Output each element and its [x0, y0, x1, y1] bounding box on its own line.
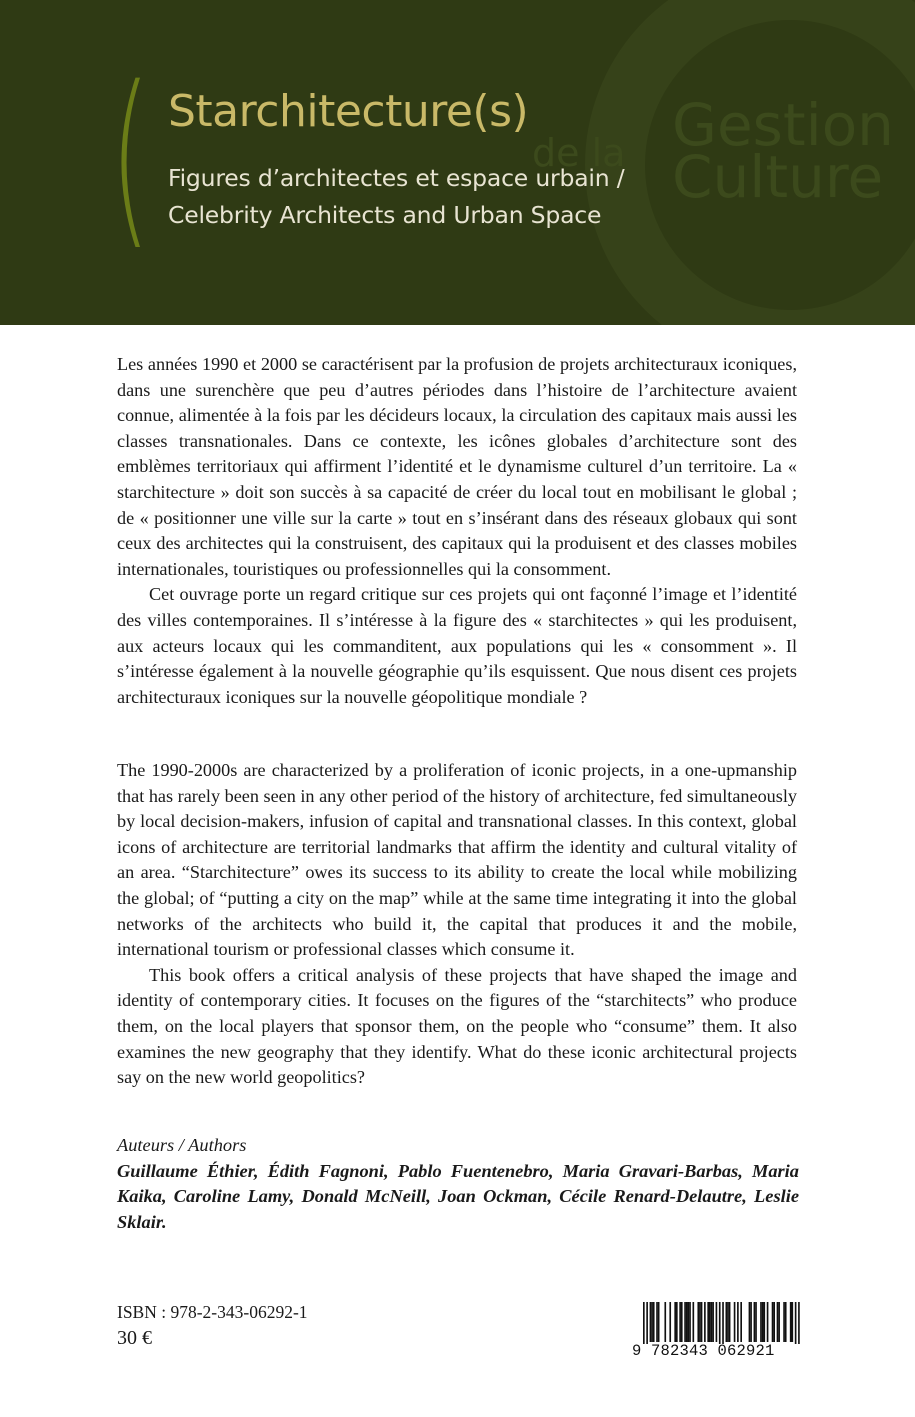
french-paragraph-1: Les années 1990 et 2000 se caractérisent par la profusion de projets architecturaux iconiques, dans une surenchère que peu d’autres périodes dans l’histoire de l’architecture avaient connue, alimentée à la fois par les décideurs locaux, la circulation des capitaux mais aussi les classes transnationales. Dans ce contexte, les icônes globales d’architecture sont des emblèmes territoriaux qui affirment l’identité et le dynamisme culturel d’un territoire. La « starchitecture » doit son succès à sa capacité de créer du local tout en mobilisant le global ; de « positionner une ville sur la carte » tout en s’insérant dans des réseaux globaux qui sont ceux des architectes qui la construisent, des capitaux qui la produisent et des classes mobiles internationales, touristiques ou professionnelles qui la consomment. — [117, 354, 797, 579]
book-title: Starchitecture(s) — [168, 86, 529, 137]
barcode-bar — [754, 1302, 756, 1342]
barcode-bars-icon — [632, 1302, 804, 1344]
authors-names: Guillaume Éthier, Édith Fagnoni, Pablo Fuentenebro, Maria Gravari-Barbas, Maria Kaika, Caroline Lamy, Donald McNeill, Joan Ockman, Cécile Renard-Delautre, Leslie Sklair. — [117, 1160, 799, 1232]
barcode-bar — [716, 1302, 718, 1342]
barcode-bar — [783, 1302, 785, 1342]
barcode-bar — [790, 1302, 792, 1342]
isbn: ISBN : 978-2-343-06292-1 — [117, 1302, 308, 1322]
barcode-bar — [792, 1302, 794, 1342]
series-logo-line2: Culture — [672, 143, 884, 211]
barcode-bar — [653, 1302, 655, 1342]
barcode-bar — [772, 1302, 774, 1342]
authors-section — [117, 1133, 799, 1235]
barcode-bar — [798, 1302, 800, 1344]
barcode-bar — [763, 1302, 765, 1342]
barcode-bar — [681, 1302, 683, 1342]
barcode-bar — [729, 1302, 731, 1342]
subtitle-line-2: Celebrity Architects and Urban Space — [168, 201, 602, 229]
barcode-bar — [704, 1302, 706, 1342]
barcode-bar — [795, 1302, 797, 1344]
barcode-bar — [646, 1302, 648, 1344]
barcode-bar — [688, 1302, 690, 1342]
barcode-bar — [712, 1302, 714, 1342]
barcode-bar — [650, 1302, 652, 1342]
barcode-bar — [684, 1302, 686, 1342]
english-paragraph-1: The 1990-2000s are characterized by a proliferation of iconic projects, in a one-upmanship that has rarely been seen in any other period of the history of architecture, fed simultaneously by local decision-makers, infusion of capital and transnational classes. In this context, global icons of architecture are territorial landmarks that affirm the identity and cultural vitality of an area. “Starchitecture” owes its success to its ability to create the local while mobilizing the global; of “putting a city on the map” while at the same time integrating it into the global networks of the architects who build it, the capital that produces it and the mobile, international tourism or professional classes which consume it. — [117, 760, 797, 960]
barcode-bar — [719, 1302, 721, 1344]
subtitle-line-1: Figures d’architectes et espace urbain / — [168, 164, 625, 192]
barcode-digits: 9 782343 062921 — [632, 1342, 775, 1360]
barcode-bar — [676, 1302, 678, 1342]
barcode-bar — [693, 1302, 695, 1342]
barcode-bar — [762, 1302, 764, 1342]
barcode-bar — [643, 1302, 645, 1344]
barcode-bar — [656, 1302, 658, 1342]
barcode-bar — [750, 1302, 752, 1342]
barcode-bar — [664, 1302, 666, 1342]
barcode-bar — [689, 1302, 691, 1342]
barcode-bar — [734, 1302, 736, 1342]
book-subtitle — [168, 160, 728, 234]
barcode-bar — [760, 1302, 762, 1342]
series-logo-line1: Gestion — [672, 91, 894, 159]
barcode-bar — [722, 1302, 724, 1344]
french-blurb — [117, 352, 797, 710]
series-logo-small: de la — [532, 131, 626, 175]
barcode-bar — [749, 1302, 751, 1342]
barcode-bar — [658, 1302, 660, 1342]
barcode-bar — [777, 1302, 779, 1342]
barcode-bar — [755, 1302, 757, 1342]
barcode-bar — [726, 1302, 728, 1342]
barcode — [632, 1302, 804, 1358]
french-paragraph-2: Cet ouvrage porte un regard critique sur ces projets qui ont façonné l’image et l’identité des villes contemporaines. Il s’intéresse à la figure des « starchitectes » qui les produisent, aux acteurs locaux qui les commanditent, aux populations qui les « consomment ». Il s’intéresse également à la nouvelle géographie qu’ils esquissent. Que nous disent ces projets architecturaux iconiques sur la nouvelle géopolitique mondiale ? — [117, 584, 797, 707]
barcode-bar — [651, 1302, 653, 1342]
barcode-bar — [709, 1302, 711, 1342]
english-blurb — [117, 758, 797, 1091]
barcode-bar — [679, 1302, 681, 1342]
barcode-bar — [778, 1302, 780, 1342]
barcode-bar — [674, 1302, 676, 1342]
barcode-bar — [699, 1302, 701, 1342]
barcode-bar — [669, 1302, 671, 1342]
barcode-bar — [711, 1302, 713, 1342]
price: 30 € — [117, 1327, 152, 1349]
barcode-bar — [740, 1302, 742, 1342]
cover-header — [0, 0, 915, 325]
barcode-bar — [773, 1302, 775, 1342]
barcode-bar — [767, 1302, 769, 1342]
barcode-bar — [707, 1302, 709, 1342]
barcode-bar — [701, 1302, 703, 1342]
barcode-bar — [697, 1302, 699, 1342]
english-paragraph-2: This book offers a critical analysis of these projects that have shaped the image and identity of contemporary cities. It focuses on the figures of the “starchitects” who produce them, on the local players that sponsor them, on the people who “consume” them. It also examines the new geography that they identify. What do these iconic architectural projects say on the new world geopolitics? — [117, 964, 797, 1088]
barcode-bar — [737, 1302, 739, 1342]
decorative-parenthesis: ( — [110, 46, 151, 267]
barcode-bar — [686, 1302, 688, 1342]
barcode-bar — [727, 1302, 729, 1342]
barcode-bar — [785, 1302, 787, 1342]
authors-label: Auteurs / Authors — [117, 1135, 247, 1155]
